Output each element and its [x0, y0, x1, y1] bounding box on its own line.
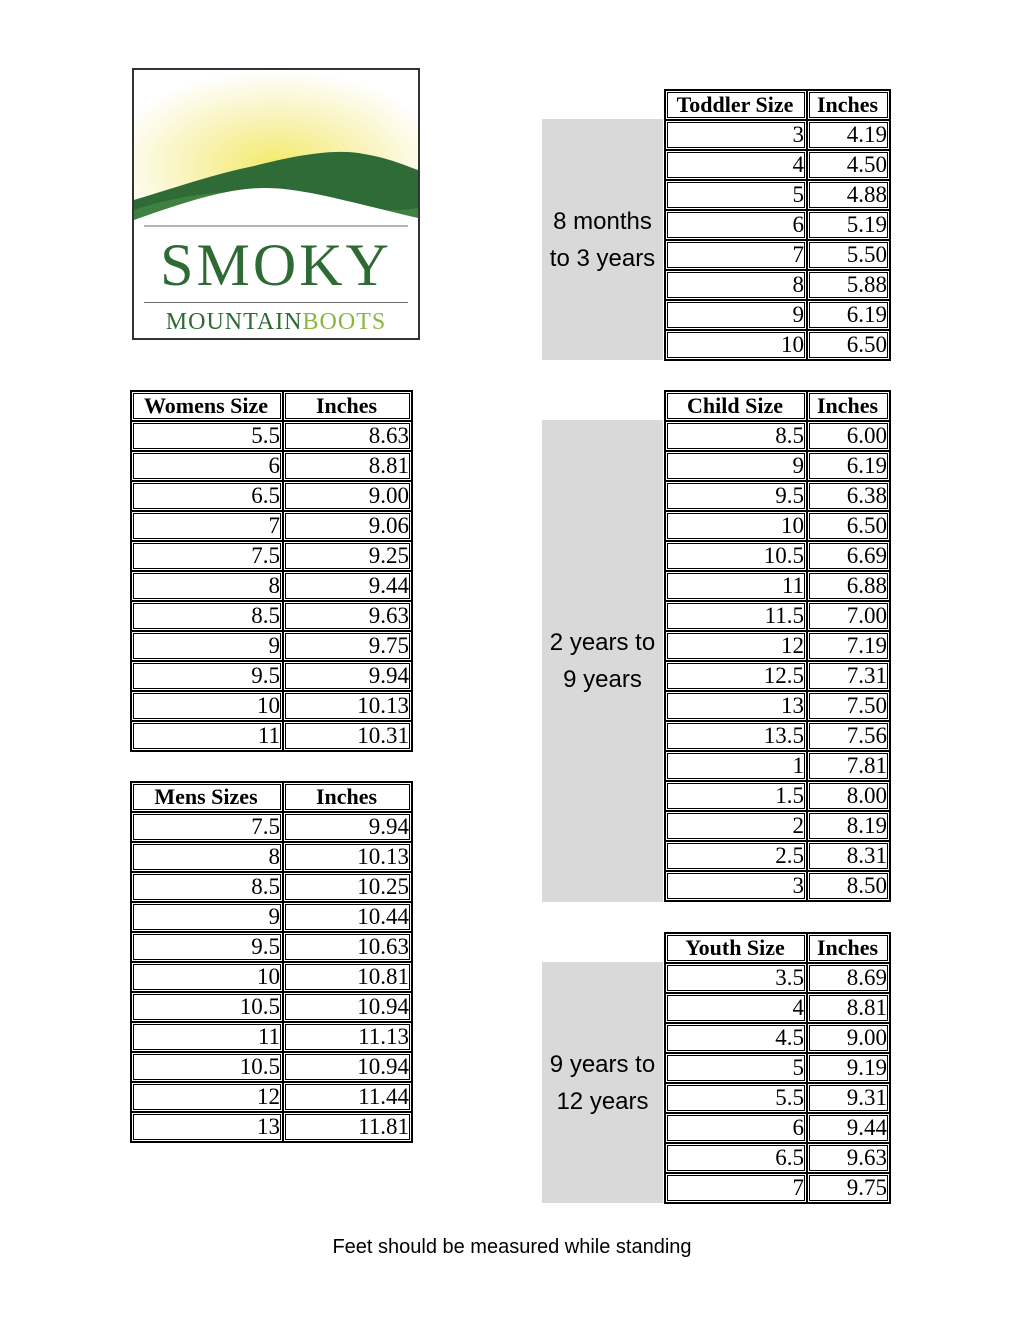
toddler-age-band [542, 119, 663, 360]
inches-cell: 9.63 [283, 601, 412, 631]
size-cell: 10.5 [131, 992, 283, 1022]
size-cell: 2.5 [665, 841, 807, 871]
inches-cell: 4.88 [807, 180, 890, 210]
size-cell: 1.5 [665, 781, 807, 811]
brand-logo [132, 68, 420, 340]
size-cell: 8.5 [665, 421, 807, 451]
table-row [665, 1023, 890, 1053]
table-row [665, 330, 890, 360]
youth-header-row [665, 933, 890, 963]
table-row [665, 571, 890, 601]
table-row [131, 541, 412, 571]
toddler-header-row [665, 90, 890, 120]
size-cell: 6 [665, 210, 807, 240]
size-cell: 6.5 [665, 1143, 807, 1173]
inches-cell: 10.44 [283, 902, 412, 932]
inches-cell: 4.19 [807, 120, 890, 150]
table-row [665, 150, 890, 180]
logo-wordmark-mountain-boots [134, 308, 418, 336]
womens-size-table [130, 390, 413, 752]
inches-cell: 6.19 [807, 451, 890, 481]
size-column-header: Mens Sizes [131, 782, 283, 812]
table-row [131, 571, 412, 601]
size-cell: 3 [665, 871, 807, 901]
inches-cell: 8.19 [807, 811, 890, 841]
toddler-age-line-2: to 3 years [549, 244, 656, 272]
inches-cell: 9.75 [283, 631, 412, 661]
mens-size-table [130, 781, 413, 1143]
table-row [665, 421, 890, 451]
size-cell: 6.5 [131, 481, 283, 511]
size-cell: 13 [665, 691, 807, 721]
youth-age-line-2: 12 years [556, 1087, 649, 1115]
table-row [665, 180, 890, 210]
table-row [131, 902, 412, 932]
size-cell: 8 [665, 270, 807, 300]
size-cell: 9 [665, 300, 807, 330]
size-cell: 5 [665, 1053, 807, 1083]
table-row [131, 601, 412, 631]
size-cell: 7 [131, 511, 283, 541]
size-cell: 6 [131, 451, 283, 481]
size-cell: 7 [665, 1173, 807, 1203]
size-cell: 10 [665, 330, 807, 360]
inches-cell: 10.63 [283, 932, 412, 962]
inches-cell: 9.19 [807, 1053, 890, 1083]
size-cell: 11 [131, 1022, 283, 1052]
inches-cell: 10.81 [283, 962, 412, 992]
size-cell: 13 [131, 1112, 283, 1142]
table-row [665, 963, 890, 993]
size-cell: 12.5 [665, 661, 807, 691]
inches-cell: 7.31 [807, 661, 890, 691]
table-row [131, 932, 412, 962]
size-cell: 9 [131, 631, 283, 661]
table-row [665, 511, 890, 541]
size-cell: 8.5 [131, 601, 283, 631]
logo-word-mountain: MOUNTAIN [165, 309, 303, 335]
table-row [665, 240, 890, 270]
size-cell: 10.5 [131, 1052, 283, 1082]
size-column-header: Womens Size [131, 391, 283, 421]
inches-column-header: Inches [807, 90, 890, 120]
size-cell: 12 [665, 631, 807, 661]
size-cell: 7.5 [131, 812, 283, 842]
table-row [665, 631, 890, 661]
table-row [665, 691, 890, 721]
table-row [665, 1173, 890, 1203]
table-row [131, 962, 412, 992]
table-row [665, 661, 890, 691]
table-row [131, 1022, 412, 1052]
table-row [131, 661, 412, 691]
inches-cell: 6.38 [807, 481, 890, 511]
logo-divider [144, 302, 408, 303]
inches-cell: 4.50 [807, 150, 890, 180]
inches-cell: 8.50 [807, 871, 890, 901]
child-age-line-2: 9 years [563, 666, 642, 693]
size-cell: 2 [665, 811, 807, 841]
inches-column-header: Inches [283, 391, 412, 421]
logo-word-boots: BOOTS [302, 309, 387, 335]
table-row [131, 511, 412, 541]
logo-wordmark-smoky: SMOKY [160, 232, 392, 298]
table-row [665, 451, 890, 481]
inches-cell: 10.94 [283, 1052, 412, 1082]
inches-cell: 8.31 [807, 841, 890, 871]
inches-cell: 7.00 [807, 601, 890, 631]
size-cell: 8 [131, 571, 283, 601]
youth-age-line-1: 9 years to [549, 1050, 656, 1078]
inches-cell: 7.50 [807, 691, 890, 721]
table-row [665, 120, 890, 150]
table-row [131, 691, 412, 721]
inches-cell: 7.56 [807, 721, 890, 751]
child-size-table [664, 390, 891, 902]
youth-size-table [664, 932, 891, 1204]
size-cell: 7 [665, 240, 807, 270]
table-row [131, 992, 412, 1022]
inches-cell: 9.00 [283, 481, 412, 511]
size-cell: 8 [131, 842, 283, 872]
mens-header-row [131, 782, 412, 812]
size-cell: 9.5 [131, 932, 283, 962]
size-cell: 4.5 [665, 1023, 807, 1053]
inches-cell: 6.50 [807, 511, 890, 541]
size-cell: 5 [665, 180, 807, 210]
table-row [665, 1143, 890, 1173]
table-row [665, 1113, 890, 1143]
table-row [665, 781, 890, 811]
inches-cell: 11.13 [283, 1022, 412, 1052]
inches-cell: 9.06 [283, 511, 412, 541]
table-row [131, 1052, 412, 1082]
size-cell: 10.5 [665, 541, 807, 571]
inches-cell: 9.75 [807, 1173, 890, 1203]
size-column-header: Youth Size [665, 933, 807, 963]
inches-cell: 9.44 [283, 571, 412, 601]
table-row [131, 1112, 412, 1142]
table-row [665, 210, 890, 240]
size-cell: 5.5 [131, 421, 283, 451]
table-row [665, 270, 890, 300]
size-cell: 9.5 [131, 661, 283, 691]
table-row [665, 811, 890, 841]
inches-cell: 7.19 [807, 631, 890, 661]
size-column-header: Toddler Size [665, 90, 807, 120]
table-row [665, 993, 890, 1023]
table-row [665, 751, 890, 781]
size-cell: 3 [665, 120, 807, 150]
toddler-size-table [664, 89, 891, 361]
womens-header-row [131, 391, 412, 421]
size-column-header: Child Size [665, 391, 807, 421]
table-row [665, 841, 890, 871]
child-header-row [665, 391, 890, 421]
table-row [131, 721, 412, 751]
size-cell: 11.5 [665, 601, 807, 631]
inches-cell: 9.94 [283, 812, 412, 842]
inches-cell: 5.19 [807, 210, 890, 240]
inches-cell: 8.81 [283, 451, 412, 481]
inches-cell: 9.25 [283, 541, 412, 571]
inches-cell: 11.44 [283, 1082, 412, 1112]
inches-cell: 9.44 [807, 1113, 890, 1143]
size-cell: 11 [665, 571, 807, 601]
toddler-age-line-1: 8 months [553, 207, 652, 235]
size-cell: 6 [665, 1113, 807, 1143]
inches-cell: 10.31 [283, 721, 412, 751]
table-row [665, 1053, 890, 1083]
size-cell: 9 [131, 902, 283, 932]
table-row [131, 481, 412, 511]
inches-cell: 9.31 [807, 1083, 890, 1113]
inches-cell: 6.69 [807, 541, 890, 571]
inches-cell: 7.81 [807, 751, 890, 781]
size-cell: 11 [131, 721, 283, 751]
size-cell: 8.5 [131, 872, 283, 902]
inches-cell: 8.69 [807, 963, 890, 993]
measurement-note: Feet should be measured while standing [332, 1236, 692, 1258]
inches-cell: 9.00 [807, 1023, 890, 1053]
size-cell: 3.5 [665, 963, 807, 993]
inches-column-header: Inches [807, 391, 890, 421]
inches-cell: 5.88 [807, 270, 890, 300]
inches-cell: 8.63 [283, 421, 412, 451]
inches-cell: 6.50 [807, 330, 890, 360]
inches-cell: 6.00 [807, 421, 890, 451]
table-row [131, 631, 412, 661]
table-row [665, 541, 890, 571]
inches-column-header: Inches [807, 933, 890, 963]
inches-cell: 6.19 [807, 300, 890, 330]
table-row [131, 812, 412, 842]
inches-cell: 6.88 [807, 571, 890, 601]
table-row [131, 842, 412, 872]
inches-cell: 9.94 [283, 661, 412, 691]
child-age-line-1: 2 years to [549, 629, 656, 656]
inches-cell: 10.13 [283, 842, 412, 872]
size-cell: 4 [665, 993, 807, 1023]
size-cell: 9 [665, 451, 807, 481]
inches-cell: 10.25 [283, 872, 412, 902]
table-row [665, 481, 890, 511]
child-age-band [542, 420, 663, 902]
size-cell: 4 [665, 150, 807, 180]
table-row [131, 1082, 412, 1112]
table-row [131, 451, 412, 481]
size-cell: 5.5 [665, 1083, 807, 1113]
table-row [665, 601, 890, 631]
size-cell: 13.5 [665, 721, 807, 751]
inches-cell: 9.63 [807, 1143, 890, 1173]
inches-cell: 5.50 [807, 240, 890, 270]
inches-cell: 8.81 [807, 993, 890, 1023]
inches-cell: 10.13 [283, 691, 412, 721]
table-row [131, 421, 412, 451]
size-cell: 9.5 [665, 481, 807, 511]
inches-cell: 11.81 [283, 1112, 412, 1142]
table-row [665, 721, 890, 751]
table-row [131, 872, 412, 902]
size-cell: 1 [665, 751, 807, 781]
inches-cell: 10.94 [283, 992, 412, 1022]
size-cell: 12 [131, 1082, 283, 1112]
size-cell: 10 [131, 962, 283, 992]
size-cell: 10 [131, 691, 283, 721]
size-cell: 10 [665, 511, 807, 541]
inches-column-header: Inches [283, 782, 412, 812]
size-cell: 7.5 [131, 541, 283, 571]
youth-age-band [542, 962, 663, 1203]
inches-cell: 8.00 [807, 781, 890, 811]
table-row [665, 871, 890, 901]
table-row [665, 300, 890, 330]
table-row [665, 1083, 890, 1113]
